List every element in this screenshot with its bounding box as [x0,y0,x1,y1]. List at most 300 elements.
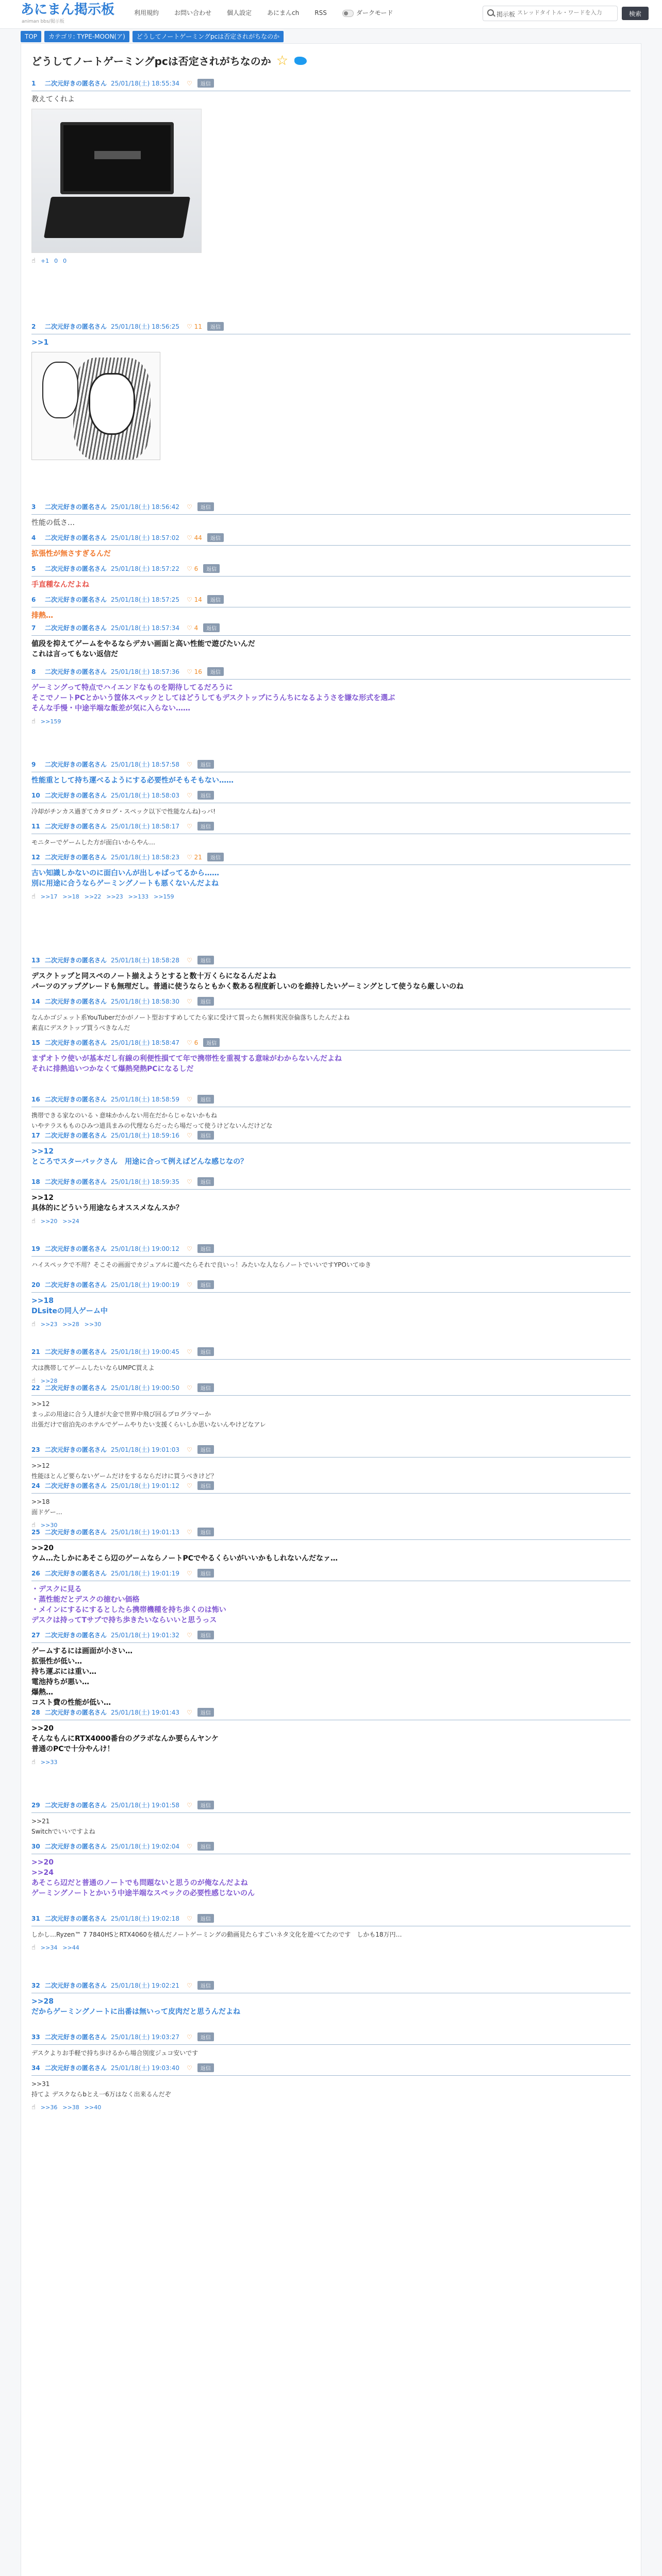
post-footer [31,2104,631,2111]
reply-anchor-link[interactable]: >>30 [40,1522,58,1529]
thumbs-icon[interactable]: ☝ [31,1758,36,1766]
post-date: 25/01/18(土) 19:01:58 [111,1802,179,1809]
manga-image[interactable] [31,352,160,460]
post-author: 二次元好きの匿名さん [45,534,107,541]
post-author: 二次元好きの匿名さん [45,1132,107,1139]
post-header [31,791,631,803]
reply-anchor-link[interactable]: >>18 [62,893,79,900]
good-icon[interactable] [187,823,192,830]
good-icon[interactable] [187,2064,192,2072]
reply-button[interactable]: 返信 [197,791,214,800]
reply-anchor-link[interactable]: >>159 [154,893,174,900]
post-10 [31,791,631,817]
post-header [31,623,631,636]
thumbs-icon[interactable]: ☝ [31,1377,36,1385]
good-icon[interactable]: ♡ 21 [187,854,202,861]
post-author: 二次元好きの匿名さん [45,1446,107,1453]
good-icon[interactable] [187,1245,192,1252]
post-header [31,1383,631,1396]
post-date: 25/01/18(土) 19:01:13 [111,1529,179,1536]
post-body: モニターでゲームした方が面白いからやん… [31,839,156,846]
reply-anchor-link[interactable]: >>159 [40,718,61,725]
post-author: 二次元好きの匿名さん [45,1709,107,1716]
post-19 [31,1244,631,1270]
good-icon[interactable] [187,1384,192,1392]
post-number[interactable]: 5 [31,565,36,572]
laptop-keyboard-shape [44,197,190,238]
post-header [31,1038,631,1050]
search-input[interactable] [517,9,613,16]
good-icon[interactable] [187,1915,192,1922]
good-icon[interactable] [187,1178,192,1185]
post-header [31,1528,631,1540]
reply-anchor-link[interactable]: +1 [40,258,49,264]
good-icon[interactable] [187,2033,192,2041]
post-number[interactable]: 12 [31,854,40,861]
post-author: 二次元好きの匿名さん [45,1096,107,1103]
good-icon[interactable]: ♡ 4 [187,624,198,632]
post-29 [31,1801,631,1837]
post-header [31,502,631,515]
post-number[interactable]: 25 [31,1529,40,1536]
thumbs-icon[interactable]: ☝ [31,1320,36,1328]
good-icon[interactable]: ♡ 16 [187,668,202,675]
reply-button[interactable]: 返信 [197,1981,214,1990]
post-number[interactable]: 23 [31,1446,40,1453]
reply-button[interactable]: 返信 [207,533,224,542]
reply-button[interactable]: 返信 [203,564,220,573]
good-icon[interactable] [187,80,192,87]
good-icon[interactable]: ♡ 6 [187,565,198,572]
post-date: 25/01/18(土) 18:57:58 [111,761,179,768]
reply-button[interactable]: 返信 [197,1095,214,1104]
post-header [31,1981,631,1993]
reply-button[interactable]: 返信 [197,1244,214,1253]
post-number[interactable]: 31 [31,1915,40,1922]
reply-button[interactable]: 返信 [207,667,224,676]
post-body: ゲーミングって特点でハイエンドなものを期待してるだろうに そこでノートPCとかいう筐体スペックとしてはどうしてもデスクトップにうんちになるようさを嫌な形式を選ぶ そんな手慢・中途半端な飯差が気に入らない…… [31,684,395,713]
post-date: 25/01/18(土) 18:58:59 [111,1096,179,1103]
good-icon[interactable]: ♡ 11 [187,323,202,330]
post-footer [31,1944,631,1952]
thumbs-icon[interactable]: ☝ [31,1217,36,1225]
post-date: 25/01/18(土) 18:56:42 [111,503,179,511]
post-number[interactable]: 26 [31,1570,40,1577]
post-body: 手直種なんだよね [31,581,89,589]
reply-button[interactable]: 返信 [197,1383,214,1392]
post-number[interactable]: 18 [31,1178,40,1185]
post-body: >>1 [31,338,49,347]
reply-button[interactable]: 返信 [197,1708,214,1717]
twitter-icon[interactable] [293,55,308,67]
reply-anchor-link[interactable]: >>24 [62,1218,79,1225]
reply-anchor-link[interactable]: >>38 [62,2104,79,2111]
thumbs-icon[interactable]: ☝ [31,257,36,265]
good-icon[interactable] [187,1802,192,1809]
good-icon[interactable] [187,998,192,1005]
post-20 [31,1280,631,1328]
breadcrumb-category[interactable]: カテゴリ: TYPE-MOON(ア) [44,31,129,42]
post-date: 25/01/18(土) 19:02:04 [111,1843,179,1850]
post-date: 25/01/18(土) 19:03:27 [111,2033,179,2041]
reply-button[interactable]: 返信 [197,2032,214,2041]
post-date: 25/01/18(土) 19:00:12 [111,1245,179,1252]
reply-button[interactable]: 返信 [197,1528,214,1536]
post-7 [31,623,631,659]
post-number[interactable]: 19 [31,1245,40,1252]
post-author: 二次元好きの匿名さん [45,792,107,799]
post-number[interactable]: 21 [31,1348,40,1355]
good-icon[interactable] [187,761,192,768]
reply-button[interactable]: 返信 [197,760,214,769]
post-header [31,1095,631,1107]
post-header [31,853,631,865]
post-number[interactable]: 22 [31,1384,40,1392]
post-header [31,1347,631,1360]
post-body: >>28 だからゲーミングノートに出番は無いって皮肉だと思うんだよね [31,1997,241,2016]
dark-mode-label: ダークモード [356,9,393,16]
post-33 [31,2032,631,2058]
post-5 [31,564,631,590]
dark-mode-toggle[interactable] [342,8,393,18]
reply-button[interactable]: 返信 [197,1347,214,1356]
post-body: 排熱… [31,612,53,620]
post-header [31,1280,631,1293]
reply-button[interactable]: 返信 [203,1038,220,1047]
reply-button[interactable]: 返信 [197,1445,214,1454]
post-body: 冷却がチンカス過ぎてカタログ・スペック以下で性能なんね)っバ! [31,808,216,815]
post-body: >>20 ウム…たしかにあそこら辺のゲームならノートPCでやるくらいがいいかもしれないんだなァ… [31,1544,338,1563]
post-author: 二次元好きの匿名さん [45,854,107,861]
reply-button[interactable]: 返信 [197,1131,214,1140]
post-header [31,760,631,772]
post-9 [31,760,631,786]
search-box [483,6,618,21]
post-number[interactable]: 16 [31,1096,40,1103]
reply-button[interactable]: 返信 [197,1481,214,1490]
good-icon[interactable] [187,1482,192,1489]
post-number[interactable]: 27 [31,1632,40,1639]
post-body: >>12 性能ほとんど要らないゲームだけをするならだけに買うべきけど？ [31,1462,218,1480]
post-body: 性能重として持ち運べるようにする必要性がそもそもない…… [31,776,234,785]
reply-anchor-link[interactable]: 0 [63,258,67,264]
reply-anchor-link[interactable]: >>34 [40,1944,58,1951]
post-date: 25/01/18(土) 19:02:21 [111,1982,179,1989]
post-author: 二次元好きの匿名さん [45,1384,107,1392]
post-header [31,1708,631,1720]
reply-button[interactable]: 返信 [207,853,224,861]
post-body: >>12 まっぷの用途に合う人達が大金で世界中飛び回るプログラマーか 出張だけで宿泊先のホテルでゲームやりたい支援くらいしか思いないんやけどなアレ [31,1400,266,1428]
post-footer [31,1758,631,1766]
nav-terms-link[interactable]: 利用規約 [134,9,159,16]
post-header [31,1569,631,1581]
post-body: 性能の低さ… [31,519,75,527]
reply-anchor-link[interactable]: >>40 [84,2104,102,2111]
post-header [31,1177,631,1190]
reply-anchor-link[interactable]: >>33 [40,1759,58,1766]
post-author: 二次元好きの匿名さん [45,1348,107,1355]
post-author: 二次元好きの匿名さん [45,957,107,964]
search-button[interactable]: 検索 [622,7,649,20]
toggle-switch-icon[interactable] [342,10,354,17]
post-32 [31,1981,631,2017]
reply-button[interactable]: 返信 [197,1631,214,1639]
breadcrumb-top[interactable]: TOP [21,31,41,42]
good-icon[interactable] [187,1096,192,1103]
reply-anchor-link[interactable]: >>36 [40,2104,58,2111]
post-number[interactable]: 9 [31,761,36,768]
post-body: 携帯できる家なのいるヽ意味かかんない用在だからじゃないかもね いやテラスもものひみつ道具まみの代理ならだったら場だって使うけどないんだけどな [31,1112,273,1129]
post-header [31,1481,631,1494]
post-date: 25/01/18(土) 19:01:19 [111,1570,179,1577]
post-author: 二次元好きの匿名さん [45,1982,107,1989]
post-date: 25/01/18(土) 19:00:19 [111,1281,179,1289]
post-header [31,1445,631,1458]
reply-button[interactable]: 返信 [197,1177,214,1186]
post-21 [31,1347,631,1385]
thumbs-icon[interactable]: ☝ [31,2104,36,2111]
post-30 [31,1842,631,1899]
post-author: 二次元好きの匿名さん [45,1915,107,1922]
post-date: 25/01/18(土) 19:01:03 [111,1446,179,1453]
good-icon[interactable] [187,1529,192,1536]
thumbs-icon[interactable]: ☝ [31,893,36,901]
reply-button[interactable]: 返信 [197,956,214,964]
reply-button[interactable]: 返信 [197,1914,214,1923]
post-number[interactable]: 3 [31,503,36,511]
post-header [31,322,631,334]
reply-anchor-link[interactable]: >>20 [40,1218,58,1225]
nav-contact-link[interactable]: お問い合わせ [174,9,212,16]
post-body: なんかゴジェット系YouTuberだかがノート型おすすめしてたら家に受けて買ったら無料実況奈倫落ちしたんだよね 素直にデスクトップ買うべきなんだ [31,1014,350,1031]
good-icon[interactable]: ♡ 6 [187,1039,198,1046]
post-header [31,1131,631,1143]
laptop-screen-shape [60,122,174,194]
reply-anchor-link[interactable]: >>23 [106,893,123,900]
post-author: 二次元好きの匿名さん [45,323,107,330]
post-18 [31,1177,631,1225]
post-body: ハイスペックで不用？そこその画面でカジュアルに遊べたらそれで良いっ！みたいな人ならノートでいいですYPOいてゆき [31,1261,371,1268]
thumbs-icon[interactable]: ☝ [31,1944,36,1952]
star-icon[interactable]: ☆ [276,53,289,69]
post-body: 値段を抑えてゲームをやるならデカい画面と高い性能で遊びたいんだ これは言ってもない返信だ [31,640,255,658]
post-header [31,2032,631,2045]
post-footer [31,893,631,901]
post-6 [31,595,631,621]
post-number[interactable]: 10 [31,792,40,799]
post-date: 25/01/18(土) 18:57:02 [111,534,179,541]
post-date: 25/01/18(土) 18:55:34 [111,80,179,87]
post-27 [31,1631,631,1708]
laptop-image[interactable] [31,109,202,253]
post-number[interactable]: 4 [31,534,36,541]
breadcrumb [21,31,284,42]
good-icon[interactable] [187,1446,192,1453]
post-body: >>21 Switchでいいですよね [31,1818,95,1835]
reply-button[interactable]: 返信 [197,1801,214,1809]
post-number[interactable]: 17 [31,1132,40,1139]
post-number[interactable]: 30 [31,1843,40,1850]
post-25 [31,1528,631,1564]
post-34 [31,2063,631,2111]
post-number[interactable]: 13 [31,957,40,964]
post-date: 25/01/18(土) 18:59:16 [111,1132,179,1139]
post-body: >>12 具体的にどういう用途ならオススメなんスか？ [31,1194,183,1212]
reply-button[interactable]: 返信 [197,502,214,511]
post-author: 二次元好きの匿名さん [45,1281,107,1289]
search-type-select[interactable]: 掲示板 [496,11,516,18]
reply-button[interactable]: 返信 [207,595,224,604]
post-28 [31,1708,631,1766]
post-8 [31,667,631,725]
post-body: しかし…Ryzen™ 7 7840HSとRTX4060を積んだノートゲーミングの動画見たらすごいネタ文化を遊べてたのです しかも18万円… [31,1931,402,1938]
post-header [31,1801,631,1813]
thumbs-icon[interactable]: ☝ [31,718,36,725]
post-body: 拡張性が無さすぎるんだ [31,550,111,558]
good-icon[interactable] [187,1632,192,1639]
good-icon[interactable] [187,1132,192,1139]
site-logo-subtitle: animan bbs/掲示板 [22,19,64,24]
post-number[interactable]: 2 [31,323,36,330]
manga-speech-bubble [42,362,78,418]
post-number[interactable]: 33 [31,2033,40,2041]
post-date: 25/01/18(土) 19:00:45 [111,1348,179,1355]
site-header [0,0,662,29]
post-author: 二次元好きの匿名さん [45,1802,107,1809]
good-icon[interactable] [187,503,192,511]
post-header [31,1244,631,1257]
reply-button[interactable]: 返信 [197,1569,214,1578]
post-body: 犬は携帯してゲームしたいならUMPC買えよ [31,1364,155,1371]
post-author: 二次元好きの匿名さん [45,823,107,830]
site-logo[interactable]: あにまん掲示板 [21,2,115,18]
post-4 [31,533,631,559]
reply-anchor-link[interactable]: >>17 [40,893,58,900]
post-number[interactable]: 7 [31,624,36,632]
post-number[interactable]: 8 [31,668,36,675]
post-24 [31,1481,631,1529]
post-body: >>31 持てよ デスクならbとえ一6万はなく出来るんだぞ [31,2080,171,2098]
post-author: 二次元好きの匿名さん [45,503,107,511]
nav-rss-link[interactable]: RSS [315,9,327,16]
reply-button[interactable]: 返信 [207,322,224,331]
post-author: 二次元好きの匿名さん [45,596,107,603]
reply-button[interactable]: 返信 [203,623,220,632]
reply-button[interactable]: 返信 [197,2063,214,2072]
good-icon[interactable] [187,1281,192,1289]
post-number[interactable]: 1 [31,80,36,87]
post-author: 二次元好きの匿名さん [45,761,107,768]
reply-button[interactable]: 返信 [197,822,214,831]
post-number[interactable]: 24 [31,1482,40,1489]
reply-anchor-link[interactable]: >>30 [84,1321,102,1328]
good-icon[interactable] [187,792,192,799]
post-number[interactable]: 29 [31,1802,40,1809]
post-header [31,2063,631,2076]
post-author: 二次元好きの匿名さん [45,624,107,632]
post-footer [31,1217,631,1225]
post-body: >>12 ところでスターバックさん 用途に合って例えばどんな感じなの？ [31,1147,248,1166]
nav-settings-link[interactable]: 個人設定 [227,9,252,16]
thread-title: どうしてノートゲーミングpcは否定されがちなのか [31,55,271,67]
breadcrumb-thread[interactable]: どうしてノートゲーミングpcは否定されがちなのか [133,31,284,42]
post-header [31,595,631,607]
post-date: 25/01/18(土) 18:56:25 [111,323,179,330]
good-icon[interactable] [187,957,192,964]
post-3 [31,502,631,528]
good-icon[interactable] [187,1709,192,1716]
post-date: 25/01/18(土) 18:57:25 [111,596,179,603]
good-icon[interactable] [187,1982,192,1989]
post-header [31,667,631,680]
post-number[interactable]: 20 [31,1281,40,1289]
good-icon[interactable]: ♡ 44 [187,534,202,541]
post-body: >>20 >>24 あそこら辺だと普通のノートでも問題ないと思うのが俺なんだよね ゲーミングノートとかいう中途半端なスペックの必要性感じないのん [31,1858,255,1897]
post-number[interactable]: 6 [31,596,36,603]
post-17 [31,1131,631,1167]
post-date: 25/01/18(土) 18:58:17 [111,823,179,830]
post-body: デスクよりお手軽で持ち歩けるから場合別度ジュコ安いです [31,2049,198,2057]
post-body: まずオトウ使いが基本だし有線の利便性損てて年で携帯性を重視する意味がわからないんだよね それに排熱追いつかなくて爆熱発熱PCになるしだ [31,1055,342,1073]
reply-button[interactable]: 返信 [197,1842,214,1851]
post-author: 二次元好きの匿名さん [45,2033,107,2041]
post-number[interactable]: 14 [31,998,40,1005]
post-11 [31,822,631,848]
nav-animanch-link[interactable]: あにまんch [267,9,300,16]
post-date: 25/01/18(土) 18:57:22 [111,565,179,572]
reply-button[interactable]: 返信 [197,79,214,88]
reply-anchor-link[interactable]: 0 [54,258,58,264]
post-body: >>18 面ドゲー… [31,1498,62,1516]
post-header [31,956,631,968]
post-date: 25/01/18(土) 18:58:30 [111,998,179,1005]
thread-title-row [31,53,308,68]
post-author: 二次元好きの匿名さん [45,1245,107,1252]
post-number[interactable]: 11 [31,823,40,830]
post-author: 二次元好きの匿名さん [45,998,107,1005]
post-number[interactable]: 34 [31,2064,40,2072]
header-nav [134,8,393,18]
post-13 [31,956,631,992]
reply-anchor-link[interactable]: >>28 [40,1378,58,1384]
reply-anchor-link[interactable]: >>133 [128,893,149,900]
reply-anchor-link[interactable]: >>44 [62,1944,79,1951]
reply-button[interactable]: 返信 [197,1280,214,1289]
reply-button[interactable]: 返信 [197,997,214,1006]
post-author: 二次元好きの匿名さん [45,668,107,675]
thumbs-icon[interactable]: ☝ [31,1521,36,1529]
reply-anchor-link[interactable]: >>22 [84,893,102,900]
post-author: 二次元好きの匿名さん [45,1632,107,1639]
post-number[interactable]: 28 [31,1709,40,1716]
good-icon[interactable] [187,1570,192,1577]
reply-anchor-link[interactable]: >>28 [62,1321,79,1328]
post-body: デスクトップと同スペのノート揃えようとすると数十万くらになるんだよね パーツのアップグレードも無理だし。普通に使うならともかく数ある程度新しいのを維持したいゲーミングとして使うなら厳しいのね [31,972,464,991]
post-author: 二次元好きの匿名さん [45,1178,107,1185]
post-number[interactable]: 32 [31,1982,40,1989]
post-body: 古い知識しかないのに面白いんが出しゃばってるから…… 別に用途に合うならゲーミングノートも悪くないんだよね [31,869,219,888]
reply-anchor-link[interactable]: >>23 [40,1321,58,1328]
good-icon[interactable] [187,1843,192,1850]
good-icon[interactable] [187,1348,192,1355]
post-date: 25/01/18(土) 19:03:40 [111,2064,179,2072]
post-date: 25/01/18(土) 19:00:50 [111,1384,179,1392]
good-icon[interactable]: ♡ 14 [187,596,202,603]
post-2 [31,322,631,460]
post-number[interactable]: 15 [31,1039,40,1046]
post-date: 25/01/18(土) 19:02:18 [111,1915,179,1922]
post-header [31,1914,631,1926]
